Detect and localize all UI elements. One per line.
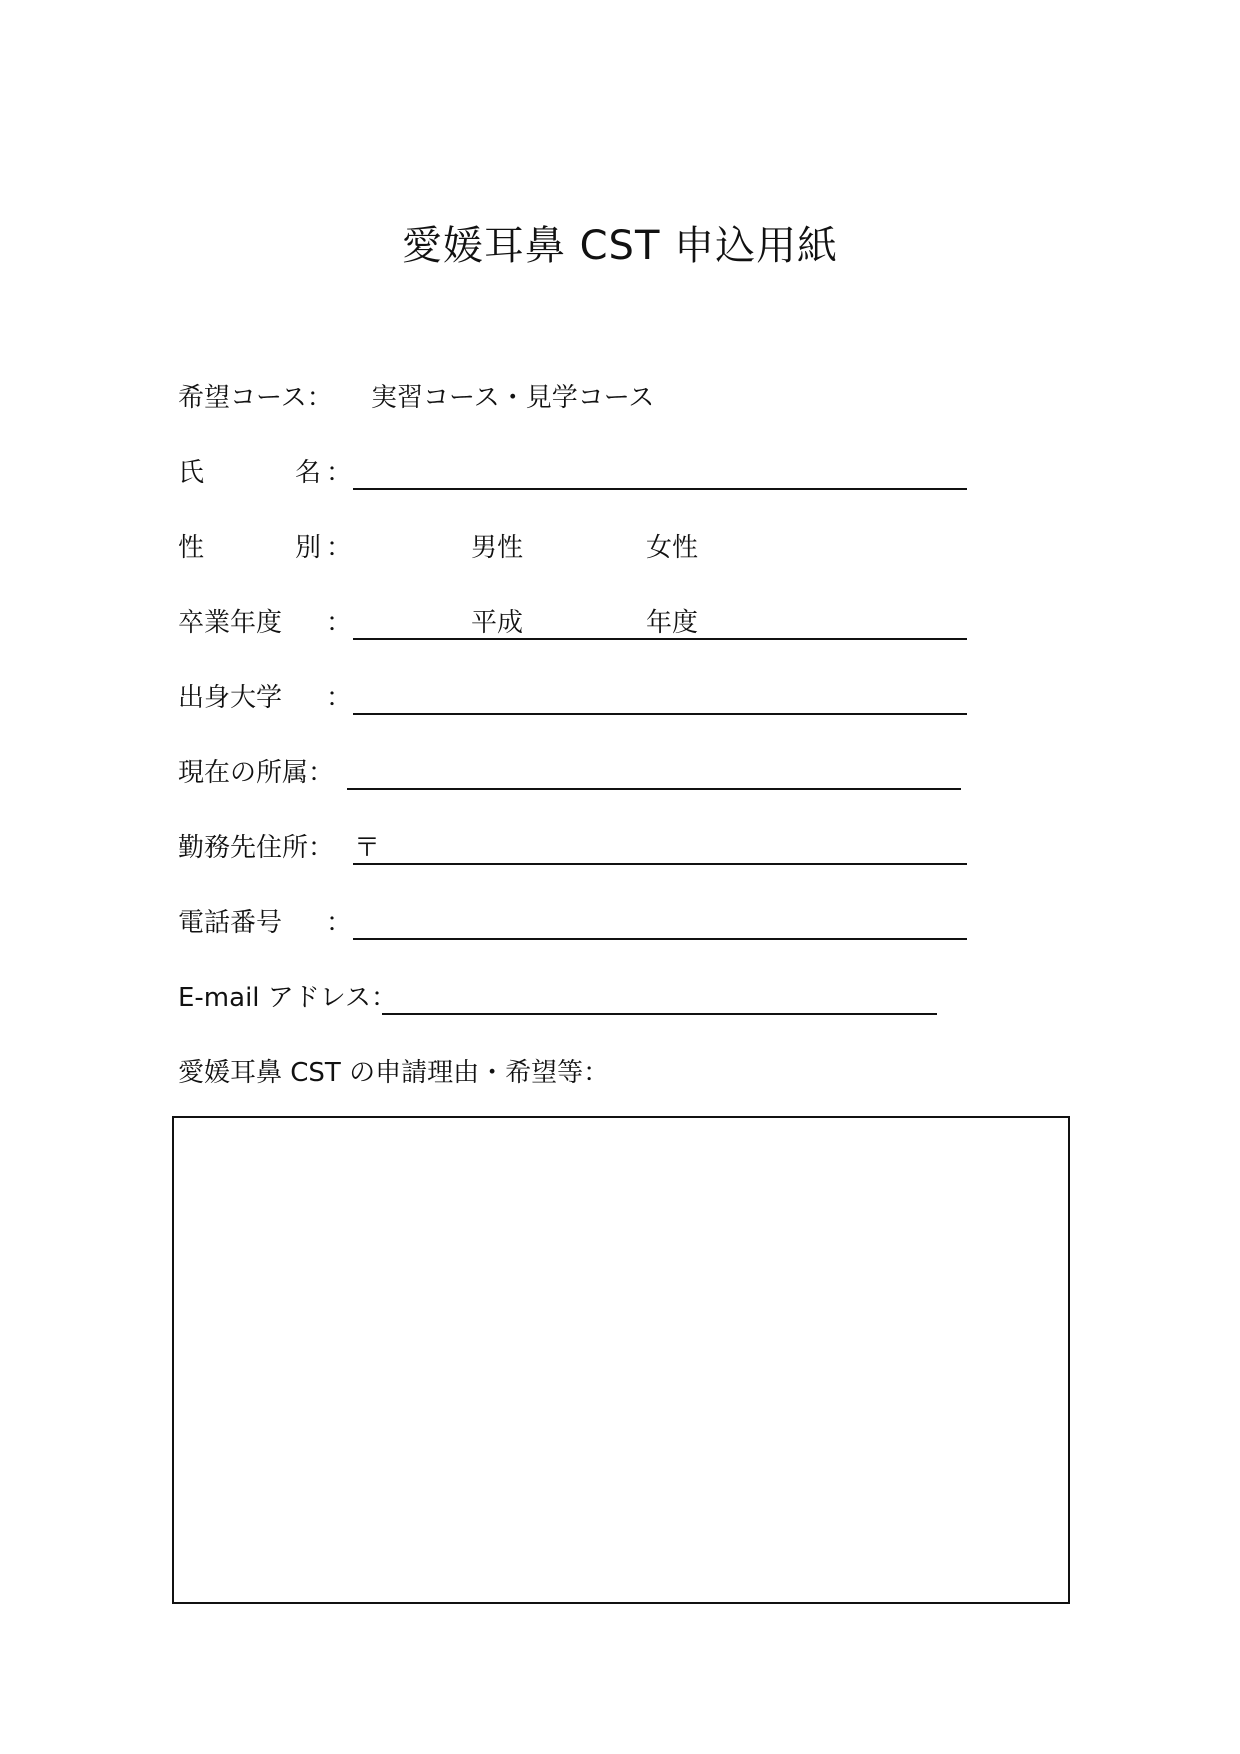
gender-label-second: 別: [295, 533, 322, 563]
email-field[interactable]: [382, 1013, 937, 1015]
university-label: 出身大学: [178, 683, 283, 713]
affiliation-field[interactable]: [347, 788, 961, 790]
graduation-field[interactable]: [353, 638, 967, 640]
phone-field[interactable]: [353, 938, 967, 940]
graduation-suffix: 年度: [646, 608, 699, 638]
graduation-era: 平成: [471, 608, 524, 638]
gender-option-male[interactable]: 男性: [471, 533, 524, 563]
name-field[interactable]: [353, 488, 967, 490]
address-label: 勤務先住所：: [178, 833, 335, 863]
name-label-first: 氏: [178, 458, 205, 488]
name-colon: ：: [326, 458, 353, 488]
reason-label: 愛媛耳鼻 CST の申請理由・希望等：: [178, 1058, 610, 1088]
affiliation-label: 現在の所属：: [178, 758, 335, 788]
course-options[interactable]: 実習コース・見学コース: [371, 383, 655, 413]
address-field[interactable]: [353, 863, 967, 865]
email-label: E-mail アドレス：: [178, 983, 398, 1013]
graduation-label: 卒業年度: [178, 608, 283, 638]
page-title: 愛媛耳鼻 CST 申込用紙: [401, 223, 839, 269]
course-label: 希望コース：: [178, 383, 333, 413]
gender-label-first: 性: [178, 533, 205, 563]
gender-option-female[interactable]: 女性: [646, 533, 699, 563]
name-label-second: 名: [295, 458, 322, 488]
phone-colon: ：: [326, 908, 353, 938]
graduation-colon: ：: [326, 608, 353, 638]
gender-colon: ：: [326, 533, 353, 563]
postal-mark: 〒: [354, 833, 381, 863]
phone-label: 電話番号: [178, 908, 283, 938]
university-colon: ：: [326, 683, 353, 713]
reason-textbox[interactable]: [172, 1116, 1070, 1604]
university-field[interactable]: [353, 713, 967, 715]
